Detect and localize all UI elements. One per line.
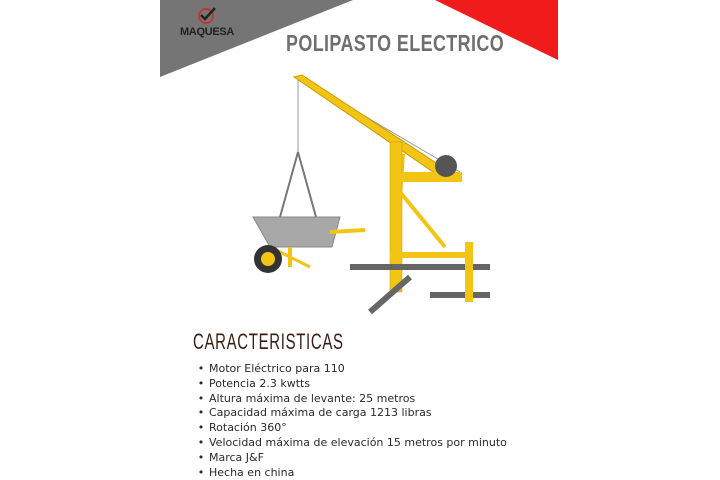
feature-item: • Rotación 360° bbox=[193, 421, 507, 436]
feature-item: • Motor Eléctrico para 110 bbox=[193, 362, 507, 377]
feature-item: • Capacidad máxima de carga 1213 libras bbox=[193, 406, 507, 421]
maquesa-logo bbox=[172, 6, 242, 38]
logo-text: MAQUESA bbox=[179, 26, 235, 38]
page-title: POLIPASTO ELECTRICO bbox=[286, 30, 505, 56]
checkmark-logo-icon bbox=[196, 6, 218, 24]
feature-item: • Hecha en china bbox=[193, 466, 507, 480]
features-heading: CARACTERISTICAS bbox=[193, 329, 344, 354]
feature-item: • Altura máxima de levante: 25 metros bbox=[193, 392, 507, 407]
crane-product-image bbox=[250, 72, 500, 322]
feature-item: • Potencia 2.3 kwtts bbox=[193, 377, 507, 392]
feature-item: • Marca J&F bbox=[193, 451, 507, 466]
flyer-page bbox=[160, 0, 558, 480]
features-list bbox=[193, 362, 507, 480]
feature-item: • Velocidad máxima de elevación 15 metros por minuto bbox=[193, 436, 507, 451]
